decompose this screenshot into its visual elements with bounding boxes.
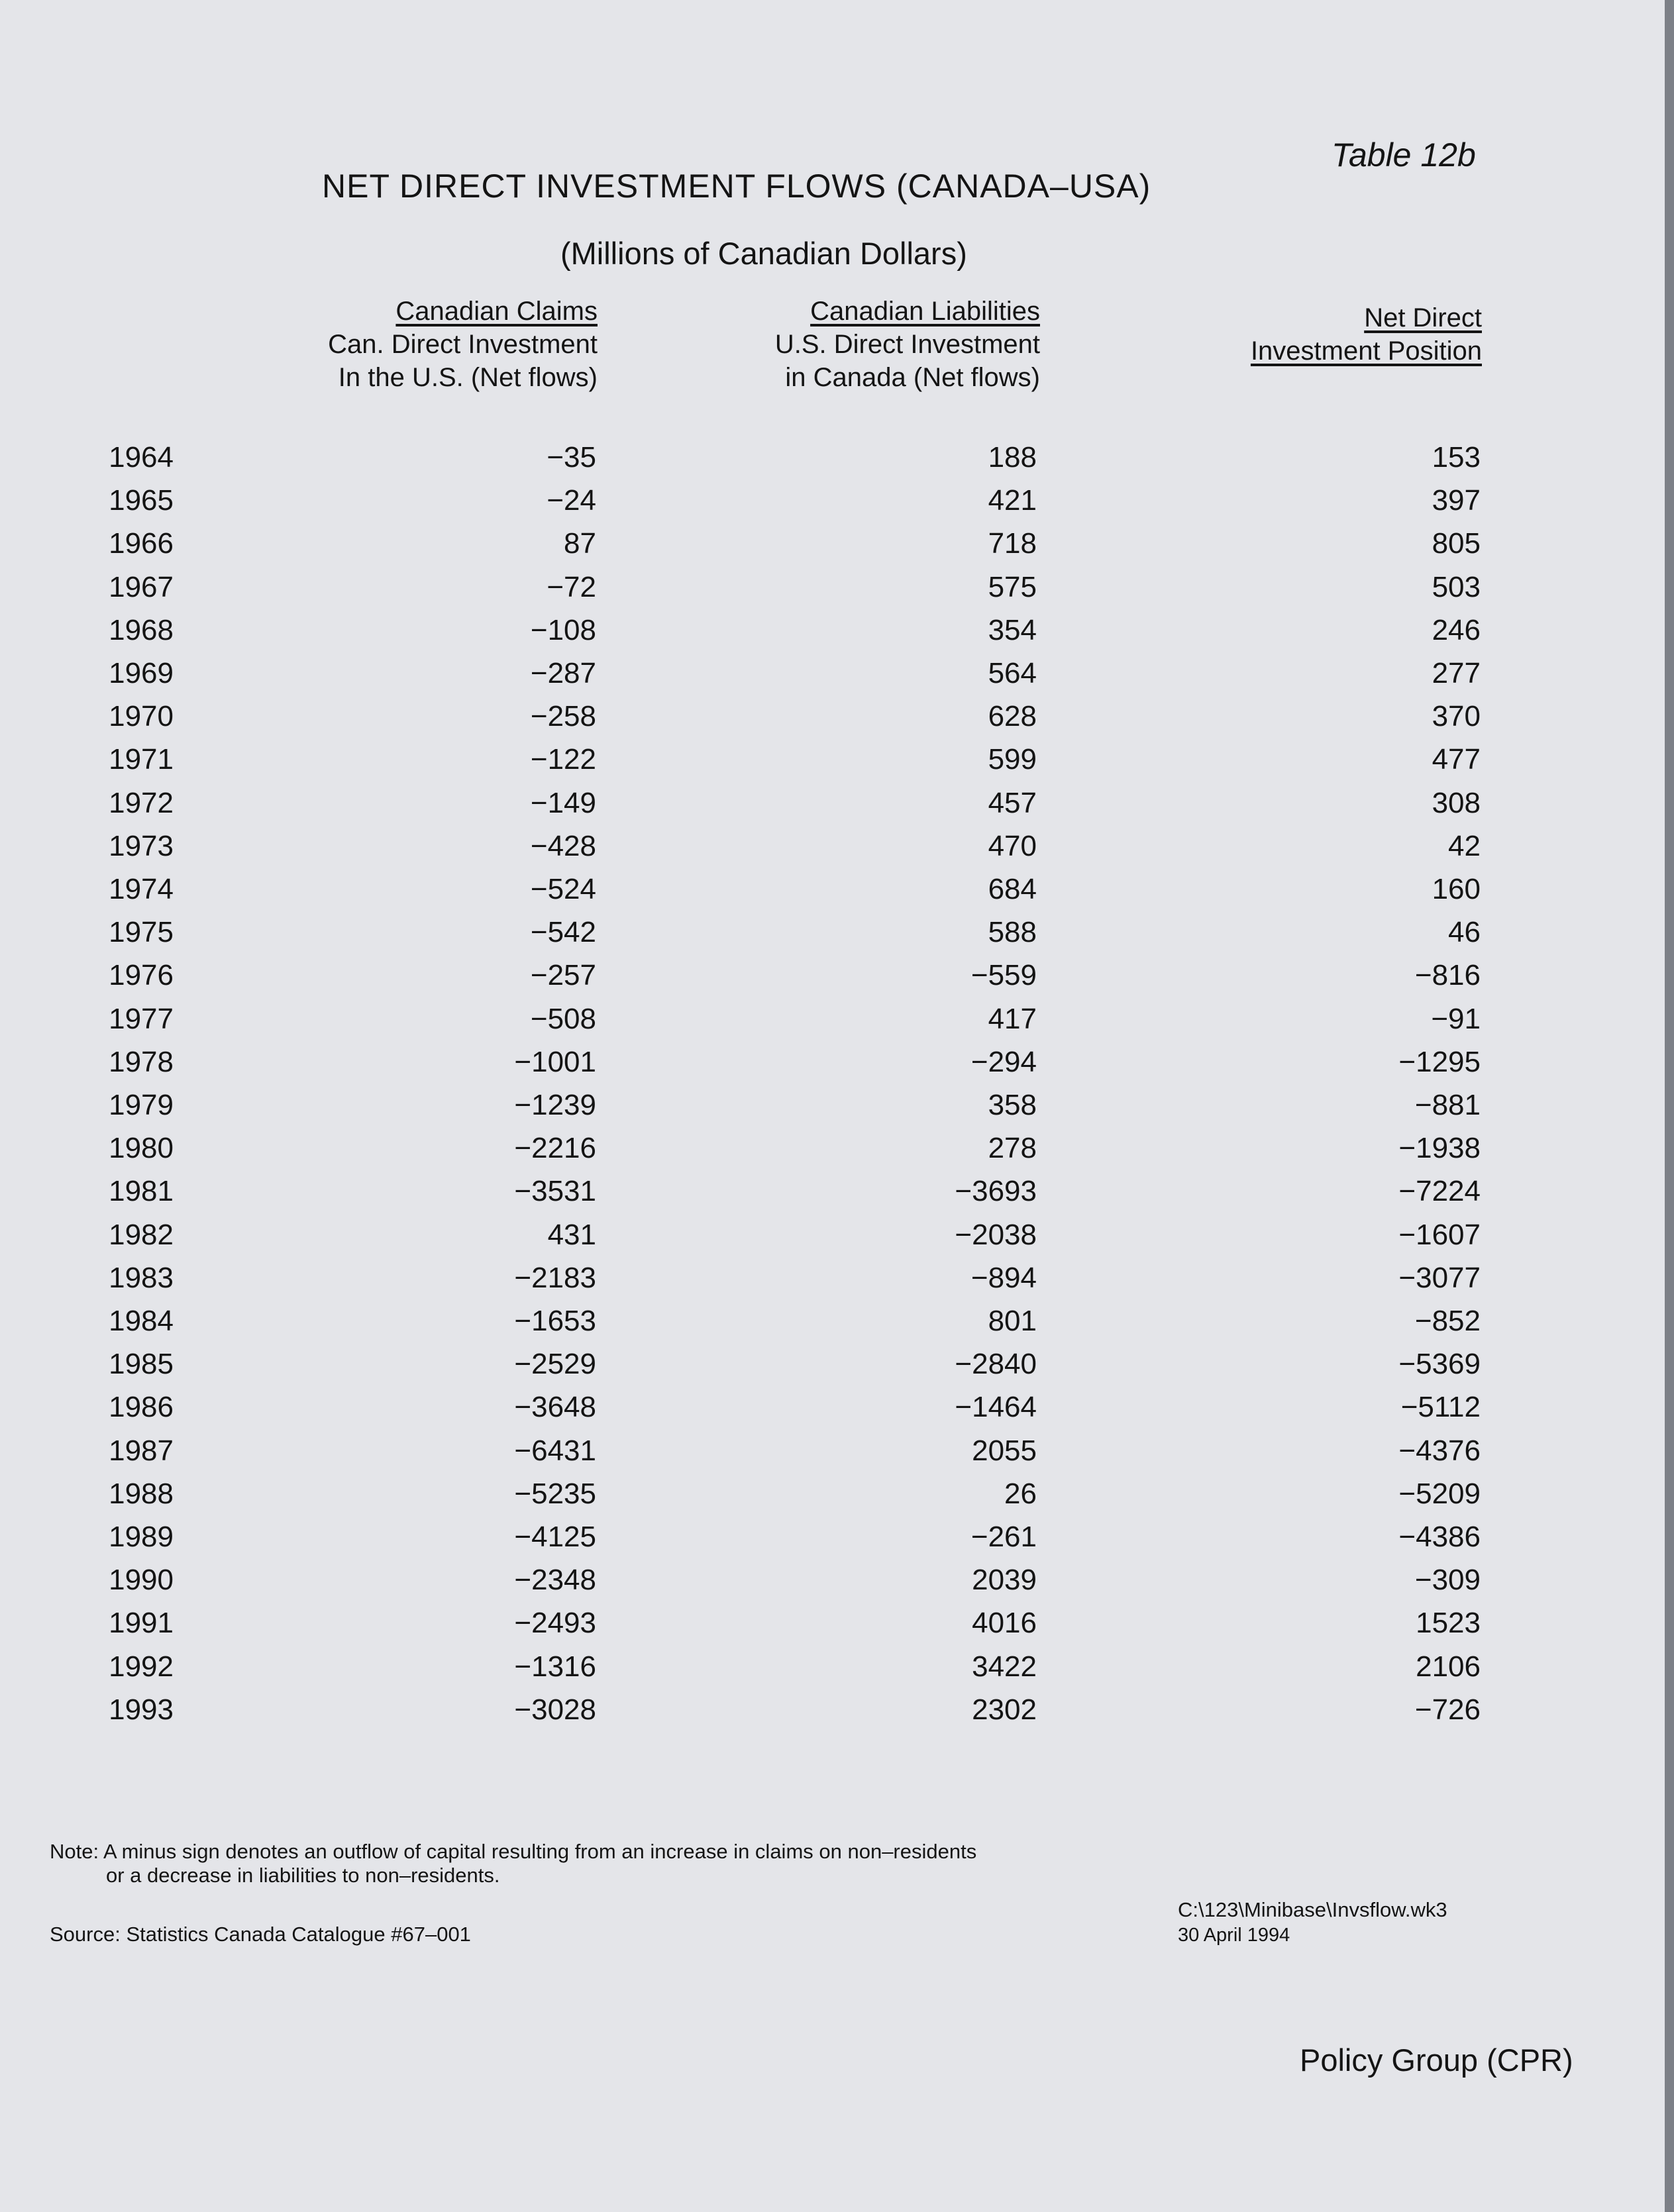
year-cell: 1992 [109, 1650, 174, 1683]
liabilities-cell: 2055 [972, 1434, 1037, 1467]
header-net-line1: Net Direct [1364, 303, 1482, 332]
claims-cell: −1316 [514, 1650, 596, 1683]
claims-cell: −524 [530, 873, 596, 905]
net-position-cell: −5209 [1398, 1477, 1481, 1510]
liabilities-cell: 278 [988, 1132, 1037, 1165]
year-cell: 1973 [109, 829, 174, 862]
year-cell: 1976 [109, 959, 174, 992]
claims-cell: −3648 [514, 1391, 596, 1424]
year-cell: 1980 [109, 1132, 174, 1165]
net-position-cell: 277 [1432, 657, 1481, 689]
group-name: Policy Group (CPR) [1300, 2042, 1573, 2078]
file-date: 30 April 1994 [1178, 1925, 1290, 1946]
claims-cell: −1653 [514, 1305, 596, 1337]
liabilities-cell: 457 [988, 786, 1037, 819]
year-cell: 1978 [109, 1045, 174, 1078]
liabilities-cell: 564 [988, 657, 1037, 689]
claims-cell: −257 [530, 959, 596, 992]
claims-cell: −2529 [514, 1348, 596, 1381]
net-position-cell: −881 [1414, 1089, 1481, 1121]
year-cell: 1974 [109, 873, 174, 905]
liabilities-cell: −294 [970, 1045, 1037, 1078]
header-canadian-liabilities [775, 295, 1040, 394]
net-position-cell: −4376 [1398, 1434, 1481, 1467]
year-cell: 1969 [109, 657, 174, 689]
header-net-direct-investment [1251, 301, 1482, 368]
page-title: NET DIRECT INVESTMENT FLOWS (CANADA–USA) [322, 168, 1151, 205]
net-position-cell: 46 [1448, 916, 1481, 949]
liabilities-cell: 470 [988, 829, 1037, 862]
header-liabilities-line2: in Canada (Net flows) [785, 363, 1040, 392]
net-position-cell: 42 [1448, 829, 1481, 862]
net-position-cell: −5369 [1398, 1348, 1481, 1381]
net-position-cell: 370 [1432, 700, 1481, 733]
liabilities-cell: 575 [988, 570, 1037, 603]
liabilities-cell: 26 [1004, 1477, 1037, 1510]
year-cell: 1979 [109, 1089, 174, 1121]
net-position-cell: −91 [1431, 1002, 1481, 1035]
claims-cell: −2493 [514, 1607, 596, 1640]
liabilities-cell: 684 [988, 873, 1037, 905]
liabilities-cell: 628 [988, 700, 1037, 733]
table-label: Table 12b [1332, 136, 1476, 174]
note-line-1: Note: A minus sign denotes an outflow of capital resulting from an increase in claims on non–residents [50, 1840, 977, 1863]
liabilities-cell: 2039 [972, 1564, 1037, 1597]
claims-cell: −508 [530, 1002, 596, 1035]
net-position-cell: −1607 [1398, 1218, 1481, 1251]
claims-cell: −2183 [514, 1261, 596, 1294]
page-subtitle: (Millions of Canadian Dollars) [560, 236, 967, 271]
liabilities-cell: −2038 [955, 1218, 1037, 1251]
net-position-cell: 1523 [1416, 1607, 1481, 1640]
claims-cell: −2348 [514, 1564, 596, 1597]
year-cell: 1971 [109, 743, 174, 776]
year-cell: 1991 [109, 1607, 174, 1640]
claims-cell: −428 [530, 829, 596, 862]
year-cell: 1983 [109, 1261, 174, 1294]
year-cell: 1972 [109, 786, 174, 819]
liabilities-cell: 4016 [972, 1607, 1037, 1640]
claims-cell: −35 [547, 441, 596, 474]
liabilities-cell: 421 [988, 484, 1037, 517]
year-cell: 1968 [109, 613, 174, 646]
claims-cell: −122 [530, 743, 596, 776]
net-position-cell: 308 [1432, 786, 1481, 819]
claims-cell: −24 [547, 484, 596, 517]
claims-cell: −2216 [514, 1132, 596, 1165]
liabilities-cell: 358 [988, 1089, 1037, 1121]
liabilities-cell: −559 [970, 959, 1037, 992]
header-liabilities-line1: U.S. Direct Investment [774, 330, 1040, 359]
claims-cell: −1001 [514, 1045, 596, 1078]
liabilities-cell: 417 [988, 1002, 1037, 1035]
header-claims-line2: In the U.S. (Net flows) [338, 363, 598, 392]
header-canadian-claims [328, 295, 598, 394]
net-position-cell: −726 [1414, 1693, 1481, 1726]
source-citation: Source: Statistics Canada Catalogue #67–001 [50, 1923, 471, 1946]
net-position-cell: −852 [1414, 1305, 1481, 1337]
year-cell: 1985 [109, 1348, 174, 1381]
claims-cell: −258 [530, 700, 596, 733]
net-position-cell: −3077 [1398, 1261, 1481, 1294]
year-cell: 1986 [109, 1391, 174, 1424]
claims-cell: −1239 [514, 1089, 596, 1121]
page-edge-shadow [1665, 0, 1674, 2212]
year-cell: 1988 [109, 1477, 174, 1510]
net-position-cell: 805 [1432, 527, 1481, 560]
claims-cell: −542 [530, 916, 596, 949]
liabilities-cell: 801 [988, 1305, 1037, 1337]
claims-cell: −72 [547, 570, 596, 603]
claims-cell: 87 [564, 527, 596, 560]
year-cell: 1964 [109, 441, 174, 474]
liabilities-cell: −894 [970, 1261, 1037, 1294]
year-cell: 1970 [109, 700, 174, 733]
header-net-line2: Investment Position [1250, 336, 1482, 366]
claims-cell: −6431 [514, 1434, 596, 1467]
year-cell: 1977 [109, 1002, 174, 1035]
claims-cell: −108 [530, 613, 596, 646]
liabilities-cell: 188 [988, 441, 1037, 474]
year-cell: 1987 [109, 1434, 174, 1467]
net-position-cell: 477 [1432, 743, 1481, 776]
header-liabilities-title: Canadian Liabilities [810, 297, 1040, 326]
liabilities-cell: 3422 [972, 1650, 1037, 1683]
file-path: C:\123\Minibase\Invsflow.wk3 [1178, 1898, 1447, 1921]
year-cell: 1967 [109, 570, 174, 603]
net-position-cell: −5112 [1400, 1391, 1481, 1424]
claims-cell: −3028 [514, 1693, 596, 1726]
year-cell: 1990 [109, 1564, 174, 1597]
liabilities-cell: 588 [988, 916, 1037, 949]
year-cell: 1993 [109, 1693, 174, 1726]
year-cell: 1981 [109, 1175, 174, 1208]
liabilities-cell: −2840 [955, 1348, 1037, 1381]
claims-cell: 431 [547, 1218, 596, 1251]
liabilities-cell: 599 [988, 743, 1037, 776]
header-claims-title: Canadian Claims [395, 297, 598, 326]
liabilities-cell: −261 [970, 1521, 1037, 1553]
net-position-cell: −816 [1414, 959, 1481, 992]
claims-cell: −5235 [514, 1477, 596, 1510]
liabilities-cell: −3693 [955, 1175, 1037, 1208]
net-position-cell: 503 [1432, 570, 1481, 603]
claims-cell: −149 [530, 786, 596, 819]
liabilities-cell: 718 [988, 527, 1037, 560]
net-position-cell: −1938 [1398, 1132, 1481, 1165]
year-cell: 1989 [109, 1521, 174, 1553]
header-claims-line1: Can. Direct Investment [328, 330, 598, 359]
net-position-cell: 2106 [1416, 1650, 1481, 1683]
note-line-2: or a decrease in liabilities to non–residents. [106, 1864, 500, 1887]
year-cell: 1965 [109, 484, 174, 517]
net-position-cell: −4386 [1398, 1521, 1481, 1553]
net-position-cell: −7224 [1398, 1175, 1481, 1208]
net-position-cell: −309 [1414, 1564, 1481, 1597]
net-position-cell: 153 [1432, 441, 1481, 474]
net-position-cell: −1295 [1398, 1045, 1481, 1078]
liabilities-cell: 2302 [972, 1693, 1037, 1726]
net-position-cell: 397 [1432, 484, 1481, 517]
net-position-cell: 160 [1432, 873, 1481, 905]
year-cell: 1982 [109, 1218, 174, 1251]
year-cell: 1984 [109, 1305, 174, 1337]
liabilities-cell: 354 [988, 613, 1037, 646]
year-cell: 1975 [109, 916, 174, 949]
liabilities-cell: −1464 [955, 1391, 1037, 1424]
net-position-cell: 246 [1432, 613, 1481, 646]
claims-cell: −287 [530, 657, 596, 689]
year-cell: 1966 [109, 527, 174, 560]
claims-cell: −4125 [514, 1521, 596, 1553]
claims-cell: −3531 [514, 1175, 596, 1208]
